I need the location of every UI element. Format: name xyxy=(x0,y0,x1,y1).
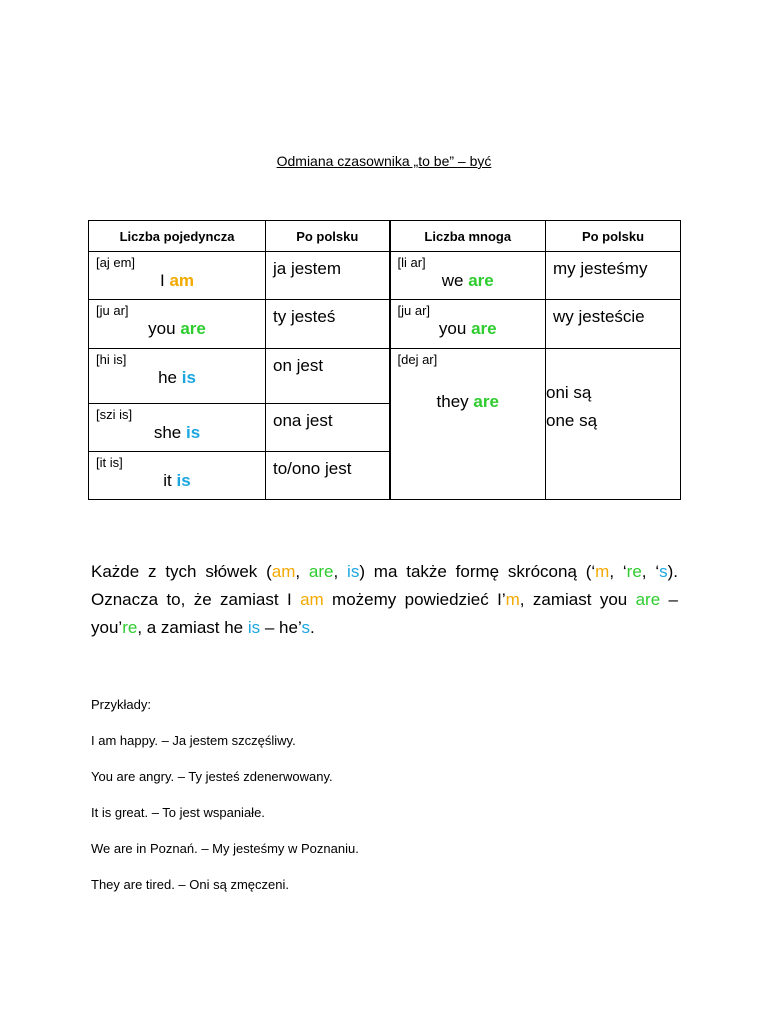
verb-are: are xyxy=(473,392,499,412)
table-header-row xyxy=(89,221,681,252)
verb-is: is xyxy=(181,368,196,388)
para-text: Każde z tych słówek ( xyxy=(91,562,272,581)
table-row xyxy=(89,252,681,300)
para-text: . xyxy=(309,618,315,637)
example-sentence: You are angry. – Ty jesteś zdenerwowany. xyxy=(91,769,333,784)
polish-cell xyxy=(266,403,390,451)
pronunciation: [aj em] xyxy=(96,255,136,271)
pronunciation: [li ar] xyxy=(397,255,426,271)
singular-cell xyxy=(89,300,266,349)
polish-cell xyxy=(266,300,390,349)
polish-form: ona jest xyxy=(273,410,333,430)
pronunciation: [szi is] xyxy=(96,406,133,422)
english-form xyxy=(89,471,265,491)
english-form xyxy=(391,368,546,412)
para-text: możemy powiedzieć I’ xyxy=(323,590,506,609)
singular-cell xyxy=(89,349,266,403)
suffix-re: re xyxy=(626,562,642,581)
suffix-re: re xyxy=(122,618,138,637)
polish-form: oni są xyxy=(546,383,592,403)
verb-is: is xyxy=(185,422,201,442)
suffix-m: m xyxy=(595,562,610,581)
verb-are: are xyxy=(180,319,206,339)
english-form xyxy=(89,423,265,443)
para-text: ). Oznacza to, że zamiast I xyxy=(91,562,678,609)
para-text: – he’ xyxy=(260,618,302,637)
suffix-m: m xyxy=(505,590,520,609)
word-am: am xyxy=(271,562,296,581)
para-text: – you’ xyxy=(91,590,678,637)
verb-am: am xyxy=(169,271,195,291)
polish-form: to/ono jest xyxy=(273,458,352,478)
subject: they xyxy=(436,392,469,412)
conjugation-table xyxy=(88,220,681,500)
subject: he xyxy=(158,368,177,388)
singular-cell xyxy=(89,451,266,499)
singular-cell xyxy=(89,403,266,451)
english-form xyxy=(89,368,265,388)
para-text: , zamiast you xyxy=(519,590,636,609)
para-text: , ‘ xyxy=(609,562,627,581)
suffix-s: s xyxy=(659,562,668,581)
example-sentence: We are in Poznań. – My jesteśmy w Poznaniu. xyxy=(91,841,359,856)
polish-cell xyxy=(546,252,681,300)
header-polish-plural: Po polsku xyxy=(546,221,681,252)
polish-form: ja jestem xyxy=(273,259,342,279)
para-text: ) ma także formę skróconą (‘ xyxy=(359,562,596,581)
example-sentence: It is great. – To jest wspaniałe. xyxy=(91,805,265,820)
polish-cell xyxy=(266,451,390,499)
header-polish-singular: Po polsku xyxy=(266,221,390,252)
english-form xyxy=(89,271,265,291)
polish-form: one są xyxy=(546,411,598,431)
page-title: Odmiana czasownika „to be” – być xyxy=(276,153,492,169)
verb-are: are xyxy=(471,319,497,339)
para-text: , a zamiast he xyxy=(137,618,248,637)
examples-section xyxy=(91,695,359,911)
pronunciation: [ju ar] xyxy=(397,303,431,319)
polish-cell xyxy=(266,252,390,300)
subject: you xyxy=(438,319,467,339)
singular-cell xyxy=(89,252,266,300)
table-row xyxy=(89,349,681,403)
english-form xyxy=(391,271,546,291)
polish-form: on jest xyxy=(273,356,324,376)
table-row xyxy=(89,300,681,349)
para-text: , xyxy=(333,562,348,581)
verb-are: are xyxy=(468,271,494,291)
header-singular: Liczba pojedyncza xyxy=(89,221,266,252)
verb-is: is xyxy=(176,470,191,490)
word-am: am xyxy=(300,590,324,609)
subject: it xyxy=(163,470,172,490)
subject: she xyxy=(153,422,182,442)
english-form xyxy=(89,319,265,339)
example-sentence: I am happy. – Ja jestem szczęśliwy. xyxy=(91,733,296,748)
english-form xyxy=(391,319,546,339)
plural-cell xyxy=(390,252,546,300)
word-is: is xyxy=(247,618,261,637)
pronunciation: [hi is] xyxy=(96,352,127,368)
subject: you xyxy=(148,319,176,339)
polish-form: wy jesteście xyxy=(553,307,645,327)
subject: we xyxy=(441,271,464,291)
suffix-s: s xyxy=(301,618,310,637)
subject: I xyxy=(159,271,165,291)
para-text: , xyxy=(295,562,309,581)
word-is: is xyxy=(347,562,360,581)
examples-heading: Przykłady: xyxy=(91,697,151,712)
para-text: , ‘ xyxy=(641,562,660,581)
pronunciation: [dej ar] xyxy=(397,352,438,368)
example-sentence: They are tired. – Oni są zmęczeni. xyxy=(91,877,289,892)
polish-cell-they xyxy=(546,349,681,500)
word-are: are xyxy=(308,562,334,581)
plural-cell-they xyxy=(390,349,546,500)
polish-cell xyxy=(546,300,681,349)
pronunciation: [it is] xyxy=(96,454,123,470)
polish-cell xyxy=(266,349,390,403)
polish-form: ty jesteś xyxy=(273,307,336,327)
explanation-paragraph xyxy=(91,558,678,642)
header-plural: Liczba mnoga xyxy=(390,221,546,252)
polish-form: my jesteśmy xyxy=(553,259,648,279)
plural-cell xyxy=(390,300,546,349)
word-are: are xyxy=(635,590,661,609)
pronunciation: [ju ar] xyxy=(96,303,129,319)
